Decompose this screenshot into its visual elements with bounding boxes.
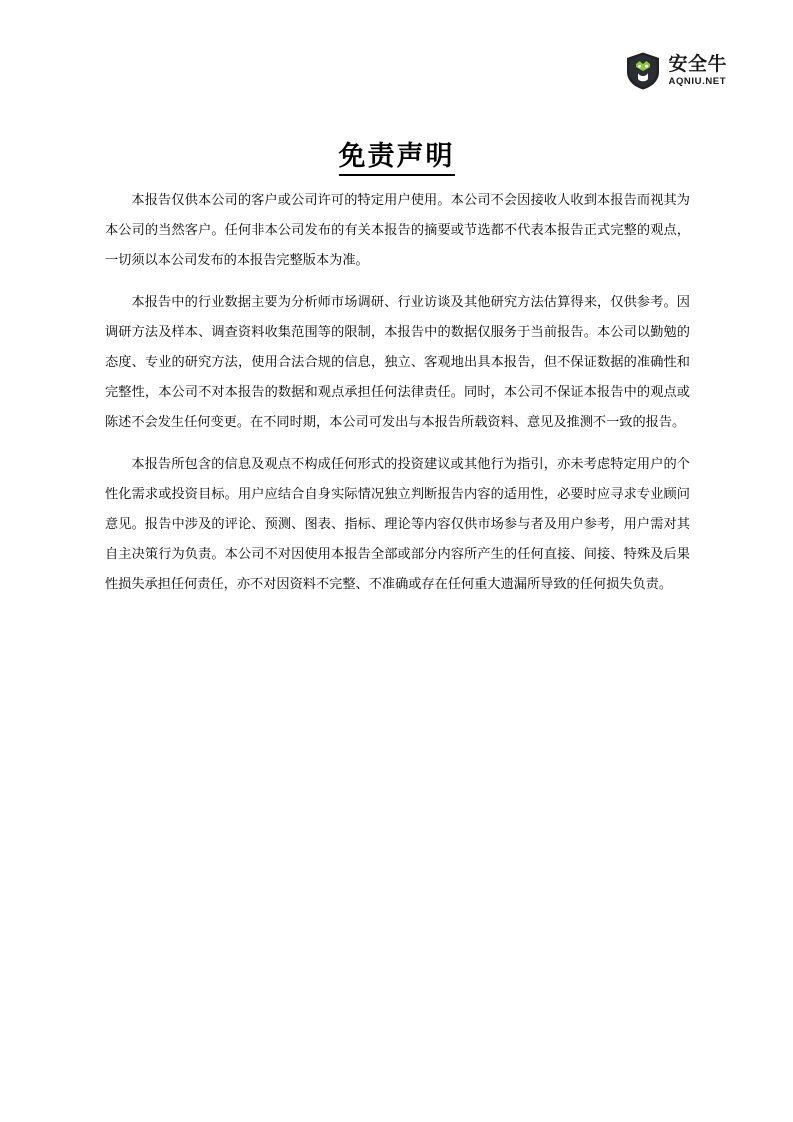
shield-logo-icon [626, 52, 660, 90]
brand-domain: AQNIU.NET [668, 76, 727, 88]
paragraph: 本报告仅供本公司的客户或公司许可的特定用户使用。本公司不会因接收人收到本报告而视其为本公司的当然客户。任何非本公司发布的有关本报告的摘要或节选都不代表本报告正式完整的观点，一切须以本公司发布的本报告完整版本为准。 [105, 192, 690, 267]
page-title-text: 免责声明 [339, 141, 455, 176]
brand-logo-text [668, 55, 727, 87]
page-title [0, 134, 793, 173]
brand-logo [626, 52, 727, 90]
paragraph: 本报告所包含的信息及观点不构成任何形式的投资建议或其他行为指引，亦未考虑特定用户的个性化需求或投资目标。用户应结合自身实际情况独立判断报告内容的适用性，必要时应寻求专业顾问意见。报告中涉及的评论、预测、图表、指标、理论等内容仅供市场参与者及用户参考，用户需对其自主决策行为负责。本公司不对因使用本报告全部或部分内容所产生的任何直接、间接、特殊及后果性损失承担任何责任，亦不对因资料不完整、不准确或存在任何重大遗漏所导致的任何损失负责。 [105, 456, 690, 591]
paragraph: 本报告中的行业数据主要为分析师市场调研、行业访谈及其他研究方法估算得来，仅供参考。因调研方法及样本、调查资料收集范围等的限制，本报告中的数据仅服务于当前报告。本公司以勤勉的态度、专业的研究方法，使用合法合规的信息，独立、客观地出具本报告，但不保证数据的准确性和完整性，本公司不对本报告的数据和观点承担任何法律责任。同时，本公司不保证本报告中的观点或陈述不会发生任何变更。在不同时期，本公司可发出与本报告所载资料、意见及推测不一致的报告。 [105, 294, 690, 429]
disclaimer-body [105, 185, 690, 599]
brand-name: 安全牛 [668, 54, 727, 76]
